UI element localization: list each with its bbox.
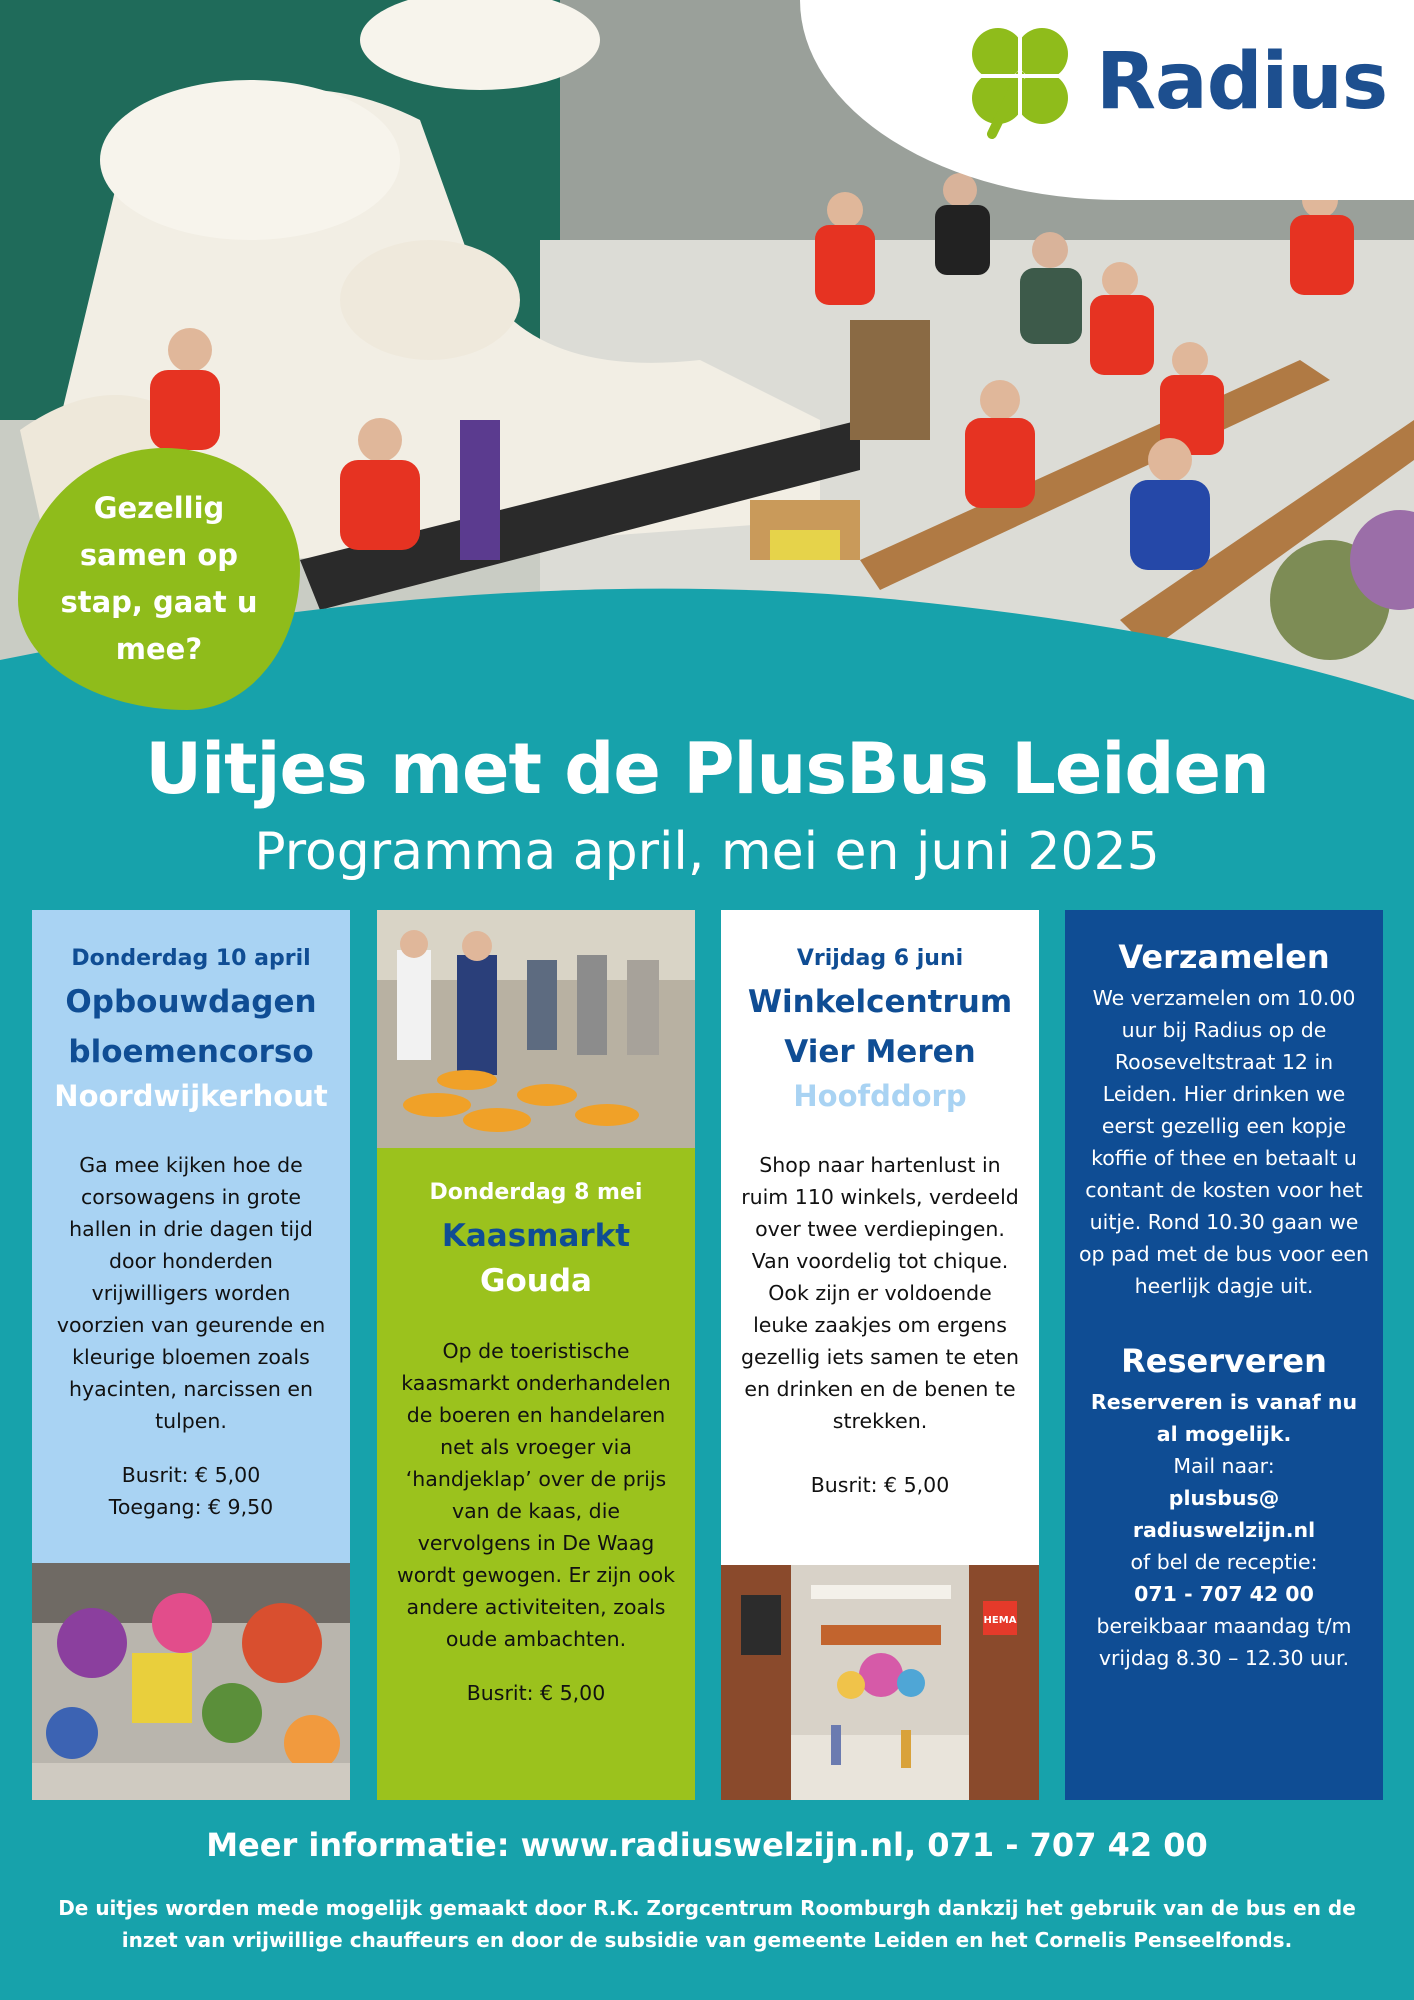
reserve-title: Reserveren bbox=[1121, 1342, 1327, 1380]
trip-card-hoofddorp bbox=[721, 910, 1039, 1800]
radius-logo bbox=[964, 22, 1387, 142]
trip-place-line: bloemencorso bbox=[68, 1034, 314, 1070]
trip-card-noordwijkerhout bbox=[32, 910, 350, 1800]
opening-hours: bereikbaar maandag t/m vrijdag 8.30 – 12.30 uur. bbox=[1096, 1614, 1352, 1670]
trip-description: Shop naar hartenlust in ruim 110 winkels, verdeeld over twee verdiepingen. Van voordelig tot chique. Ook zijn er voldoende leuke zaakjes om ergens gezellig iets samen te eten en drinken en de benen te strekken. bbox=[741, 1153, 1019, 1433]
email-line: plusbus@ bbox=[1168, 1486, 1280, 1510]
badge-text: Gezellig samen op stap, gaat u mee? bbox=[60, 491, 258, 666]
cheese-market-photo bbox=[377, 910, 695, 1148]
trip-place-line: Opbouwdagen bbox=[65, 984, 317, 1020]
trip-town: Noordwijkerhout bbox=[54, 1079, 328, 1113]
trip-place-line: Vier Meren bbox=[784, 1034, 976, 1070]
trip-place bbox=[721, 977, 1039, 1077]
logo-wordmark: Radius bbox=[1096, 37, 1388, 127]
shop-sign: HEMA bbox=[983, 1615, 1017, 1626]
phone-number[interactable]: 071 - 707 42 00 bbox=[1134, 1582, 1314, 1606]
page-subtitle: Programma april, mei en juni 2025 bbox=[254, 822, 1160, 882]
trip-card-gouda bbox=[377, 910, 695, 1800]
trip-description: Ga mee kijken hoe de corsowagens in grote hallen in drie dagen tijd door honderden vrijwilligers worden voorzien van geurende en kleurige bloemen zoals hyacinten, narcissen en tulpen. bbox=[56, 1153, 326, 1433]
email-link[interactable] bbox=[1065, 1482, 1383, 1546]
trip-date: Vrijdag 6 juni bbox=[796, 946, 964, 971]
trip-place bbox=[32, 977, 350, 1077]
bus-price: Busrit: € 5,00 bbox=[121, 1463, 261, 1487]
reserve-note: Reserveren is vanaf nu al mogelijk. bbox=[1090, 1390, 1358, 1446]
flower-hall-photo bbox=[32, 1563, 350, 1800]
sponsor-note: De uitjes worden mede mogelijk gemaakt door R.K. Zorgcentrum Roomburgh dankzij het gebruik van de bus en de inzet van vrijwillige chauffeurs en door de subsidie van gemeente Leiden en het Cornelis Penseelfonds. bbox=[58, 1896, 1356, 1952]
gather-title: Verzamelen bbox=[1118, 938, 1330, 976]
email-line: radiuswelzijn.nl bbox=[1132, 1518, 1316, 1542]
gather-text: We verzamelen om 10.00 uur bij Radius op de Rooseveltstraat 12 in Leiden. Hier drinken we eerst gezellig een kopje koffie of thee en betaalt u contant de kosten voor het uitje. Rond 10.30 gaan we op pad met de bus voor een heerlijk dagje uit. bbox=[1078, 986, 1370, 1298]
bus-price: Busrit: € 5,00 bbox=[810, 1473, 950, 1497]
page-title: Uitjes met de PlusBus Leiden bbox=[145, 728, 1269, 810]
more-info: Meer informatie: www.radiuswelzijn.nl, 071 - 707 42 00 bbox=[206, 1826, 1208, 1864]
trip-place: Kaasmarkt bbox=[441, 1218, 631, 1254]
trip-place-line: Winkelcentrum bbox=[747, 984, 1013, 1020]
info-card bbox=[1065, 910, 1383, 1800]
trip-date: Donderdag 8 mei bbox=[429, 1180, 643, 1205]
shopping-centre-photo bbox=[721, 1565, 1039, 1800]
clover-icon bbox=[964, 22, 1076, 142]
entry-price: Toegang: € 9,50 bbox=[108, 1495, 274, 1519]
bus-price: Busrit: € 5,00 bbox=[466, 1681, 606, 1705]
mail-label: Mail naar: bbox=[1173, 1454, 1275, 1478]
trip-date: Donderdag 10 april bbox=[71, 946, 311, 971]
invite-badge bbox=[18, 448, 300, 710]
trip-prices bbox=[32, 1459, 350, 1523]
phone-label: of bel de receptie: bbox=[1130, 1550, 1318, 1574]
trip-town: Gouda bbox=[480, 1263, 592, 1299]
trip-town: Hoofddorp bbox=[793, 1079, 967, 1113]
trip-description: Op de toeristische kaasmarkt onderhandelen de boeren en handelaren net als vroeger via ‘handjeklap’ over de prijs van de kaas, die vervolgens in De Waag wordt gewogen. Er zijn ook andere activiteiten, zoals oude ambachten. bbox=[396, 1339, 676, 1651]
